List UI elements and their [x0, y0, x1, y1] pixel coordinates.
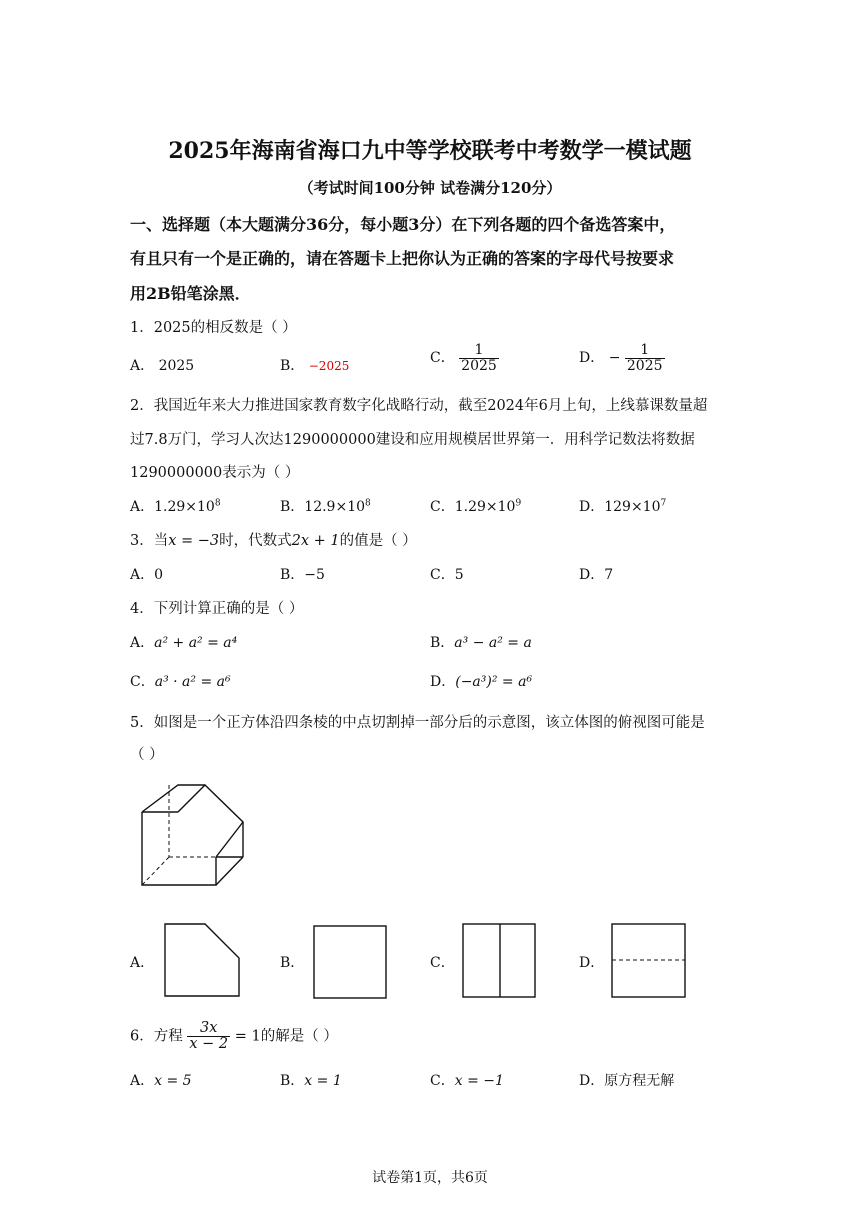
- option-value: −5: [304, 567, 325, 583]
- option-base: 129×10: [604, 499, 661, 515]
- denominator: x − 2: [189, 1036, 229, 1053]
- numerator: 3x: [200, 1020, 218, 1036]
- q6-option-b: [280, 1070, 342, 1090]
- option-value: −2025: [308, 359, 350, 373]
- option-label: C．: [430, 567, 455, 583]
- option-value: x = −1: [454, 1073, 504, 1089]
- q6-prefix: 6．方程: [130, 1028, 183, 1045]
- option-label: C．: [430, 1073, 455, 1089]
- option-label: D．: [579, 1073, 605, 1089]
- denominator: 2025: [626, 357, 663, 374]
- option-value: 7: [604, 567, 614, 583]
- q3-suffix: 的值是（ ）: [339, 533, 417, 549]
- option-label: C．: [430, 499, 455, 515]
- denominator: 2025: [461, 357, 497, 374]
- option-label: C．: [430, 350, 455, 367]
- page-footer: 试卷第1页，共6页: [372, 1170, 488, 1186]
- equation-fraction: [187, 1021, 230, 1052]
- exam-subtitle: （考试时间100分钟 试卷满分120分）: [298, 179, 562, 197]
- question-1-stem: 1．2025的相反数是（ ）: [130, 320, 297, 336]
- option-value: 原方程无解: [604, 1073, 675, 1089]
- option-value: 2025: [158, 358, 195, 374]
- q6-equals: = 1: [234, 1028, 261, 1045]
- option-label: D．: [579, 499, 605, 515]
- option-exponent: 8: [365, 498, 371, 509]
- option-value: 5: [454, 567, 464, 583]
- numerator: 1: [474, 342, 484, 358]
- question-2-line1: 2．我国近年来大力推进国家教育数字化战略行动，截至2024年6月上旬，上线慕课数量超: [130, 398, 708, 414]
- question-2-line2: 过7.8万门，学习人次达1290000000建设和应用规模居世界第一．用科学记数法将数据: [130, 432, 695, 448]
- option-label: D．: [579, 350, 605, 367]
- option-exponent: 9: [515, 498, 522, 509]
- option-label: B．: [280, 499, 305, 515]
- option-label: B．: [280, 358, 305, 374]
- view-a-cut-corner: [165, 924, 239, 996]
- option-value: x = 5: [154, 1073, 192, 1089]
- option-base: 12.9×10: [304, 499, 366, 515]
- option-label: B．: [280, 567, 305, 583]
- option-value: x = 1: [304, 1073, 342, 1089]
- option-label: B．: [430, 635, 455, 651]
- q5-option-d-label: D．: [579, 955, 605, 971]
- option-label: A．: [130, 635, 155, 651]
- q3-middle: 时，代数式: [219, 533, 292, 549]
- question-5-line2: （ ）: [130, 747, 164, 763]
- option-label: A．: [130, 358, 155, 374]
- option-base: 1.29×10: [454, 499, 516, 515]
- minus-sign: −: [608, 350, 621, 367]
- option-exponent: 8: [214, 498, 221, 509]
- option-label: A．: [130, 499, 155, 515]
- numerator: 1: [640, 342, 650, 358]
- view-b-square: [314, 926, 386, 998]
- q3-expression: 2x + 1: [291, 533, 340, 549]
- q6-suffix: 的解是（ ）: [260, 1028, 338, 1045]
- option-value: (−a³)² = a⁶: [455, 674, 533, 690]
- option-label: A．: [130, 567, 155, 583]
- q6-option-c: [430, 1070, 504, 1090]
- q6-option-a: [130, 1070, 192, 1090]
- option-base: 1.29×10: [154, 499, 215, 515]
- option-label: C．: [130, 674, 155, 690]
- question-6-stem: [130, 1021, 338, 1052]
- option-label: A．: [130, 1073, 155, 1089]
- q5-option-a-label: A．: [130, 955, 155, 971]
- option-value: 0: [154, 567, 164, 583]
- q5-option-b-label: B．: [280, 955, 305, 971]
- section-instruction-line1: 一、选择题（本大题满分36分，每小题3分）在下列各题的四个备选答案中，: [130, 215, 676, 234]
- question-2-line3: 1290000000表示为（ ）: [130, 465, 300, 481]
- option-value: a³ · a² = a⁶: [154, 674, 231, 690]
- section-instruction-line3: 用2B铅笔涂黑．: [130, 284, 251, 303]
- view-c-rect: [463, 924, 535, 997]
- option-label: B．: [280, 1073, 305, 1089]
- q3-prefix: 3．当: [130, 533, 169, 549]
- q6-option-d: [579, 1070, 674, 1090]
- q3-condition: x = −3: [168, 533, 220, 549]
- exam-title: 2025年海南省海口九中等学校联考中考数学一模试题: [168, 138, 692, 164]
- option-value: a³ − a² = a: [454, 635, 532, 651]
- option-label: D．: [579, 567, 605, 583]
- q5-option-c-label: C．: [430, 955, 455, 971]
- option-label: D．: [430, 674, 456, 690]
- section-instruction-line2: 有且只有一个是正确的，请在答题卡上把你认为正确的答案的字母代号按要求: [130, 249, 675, 268]
- option-value: a² + a² = a⁴: [154, 635, 238, 651]
- question-5-line1: 5．如图是一个正方体沿四条棱的中点切割掉一部分后的示意图，该立体图的俯视图可能是: [130, 715, 705, 731]
- question-4-stem: 4．下列计算正确的是（ ）: [130, 601, 304, 617]
- option-exponent: 7: [660, 498, 667, 509]
